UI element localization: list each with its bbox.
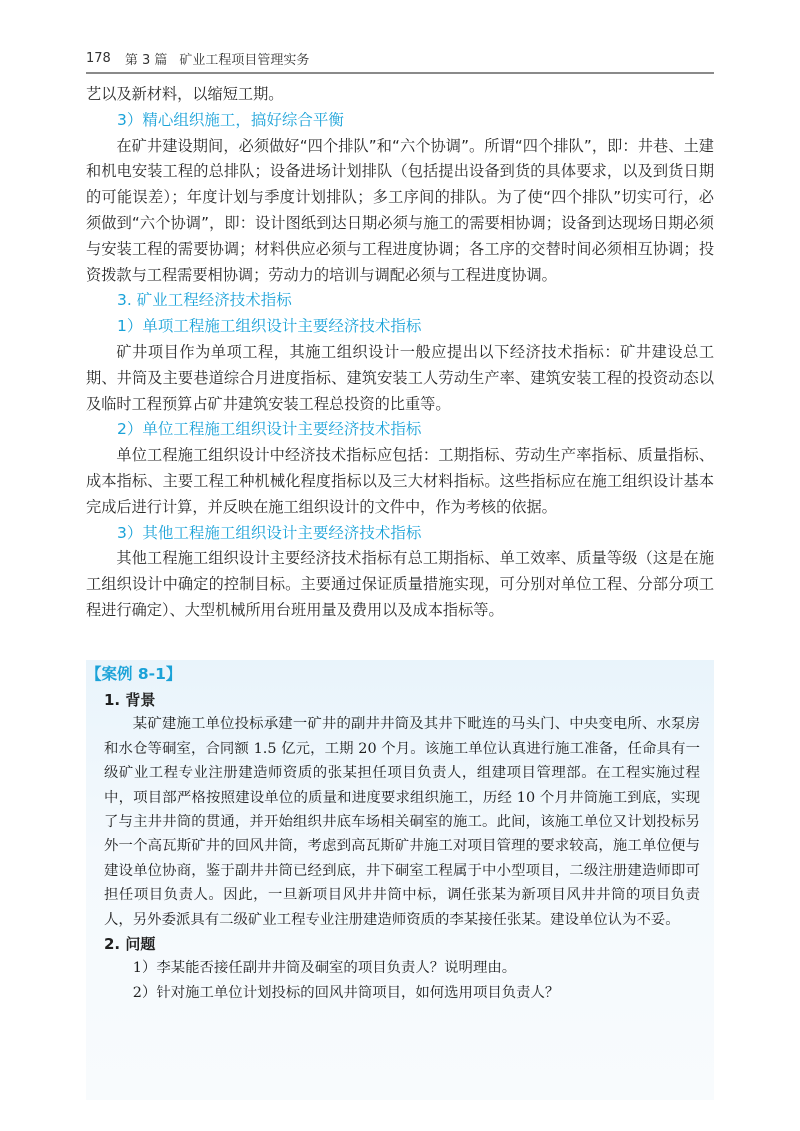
heading-careful-organization: 3）精心组织施工，搞好综合平衡 <box>117 110 344 129</box>
page-number: 178 <box>86 50 111 66</box>
case-background-title: 1. 背景 <box>104 691 156 709</box>
paragraph-other-project: 其他工程施工组织设计主要经济技术指标有总工期指标、单工效率、质量等级（这是在施工组织设计中确定的控制目标。主要通过保证质量措施实现，可分别对单位工程、分部分项工程进行确定）、大型机械所用台班用量及费用以及成本指标等。 <box>86 549 714 619</box>
main-content <box>86 82 714 624</box>
case-content <box>104 688 700 1005</box>
heading-single-project: 1）单项工程施工组织设计主要经济技术指标 <box>117 317 422 336</box>
paragraph-continuation: 艺以及新材料，以缩短工期。 <box>86 85 284 103</box>
part-label: 第 3 篇 <box>124 52 168 68</box>
running-title: 矿业工程项目管理实务 <box>179 52 310 68</box>
paragraph-single-project: 矿井项目作为单项工程，其施工组织设计一般应提出以下经济技术指标：矿井建设总工期、井筒及主要巷道综合月进度指标、建筑安装工人劳动生产率、建筑安装工程的投资动态以及临时工程预算占矿井建筑安装工程总投资的比重等。 <box>86 342 714 413</box>
case-background-text: 某矿建施工单位投标承建一矿井的副井井筒及其井下毗连的马头门、中央变电所、水泵房和水仓等硐室，合同额 1.5 亿元，工期 20 个月。该施工单位认真进行施工准备，任命具有一级矿业工程专业注册建造师资质的张某担任项目负责人，组建项目管理部。在工程实施过程中，项目部严格按照建设单位的质量和进度要求组织施工，历经 10 个月井筒施工到底，实现了与主井井筒的贯通，并开始组织井底车场相关硐室的施工。此间，该施工单位又计划投标另外一个高瓦斯矿井的回风井筒，考虑到高瓦斯矿井施工对项目管理的要求较高，施工单位便与建设单位协商，鉴于副井井筒已经到底，井下硐室工程属于中小型项目，二级注册建造师即可担任项目负责人。因此，一旦新项目风井井筒中标，调任张某为新项目风井井筒的项目负责人，另外委派具有二级矿业工程专业注册建造师资质的李某接任张某。建设单位认为不妥。 <box>104 716 700 928</box>
case-question-title: 2. 问题 <box>104 935 156 954</box>
heading-other-project: 3）其他工程施工组织设计主要经济技术指标 <box>117 523 422 542</box>
case-question-2: 2）针对施工单位计划投标的回风井筒项目，如何选用项目负责人？ <box>132 984 560 1001</box>
paragraph-unit-project: 单位工程施工组织设计中经济技术指标应包括：工期指标、劳动生产率指标、质量指标、成本指标、主要工程工种机械化程度指标以及三大材料指标。这些指标应在施工组织设计基本完成后进行计算，并反映在施工组织设计的文件中，作为考核的依据。 <box>86 446 714 516</box>
case-tag: 【案例 8-1】 <box>86 665 182 683</box>
page-header <box>86 44 714 72</box>
paragraph-four-queues: 在矿井建设期间，必须做好“四个排队”和“六个协调”。所谓“四个排队”，即：井巷、土建和机电安装工程的总排队；设备进场计划排队（包括提出设备到货的具体要求，以及到货日期的可能误差）；年度计划与季度计划排队；多工序间的排队。为了使“四个排队”切实可行，必须做到“六个协调”，即：设计图纸到达日期必须与施工的需要相协调；设备到达现场日期必须与安装工程的需要协调；材料供应必须与工程进度协调；各工序的交替时间必须相互协调；投资拨款与工程需要相协调；劳动力的培训与调配必须与工程进度协调。 <box>86 136 714 284</box>
case-question-1: 1）李某能否接任副井井筒及硐室的项目负责人？说明理由。 <box>132 960 517 977</box>
header-rule <box>86 72 714 74</box>
heading-unit-project: 2）单位工程施工组织设计主要经济技术指标 <box>117 420 422 439</box>
heading-economic-indicators: 3. 矿业工程经济技术指标 <box>117 291 292 310</box>
